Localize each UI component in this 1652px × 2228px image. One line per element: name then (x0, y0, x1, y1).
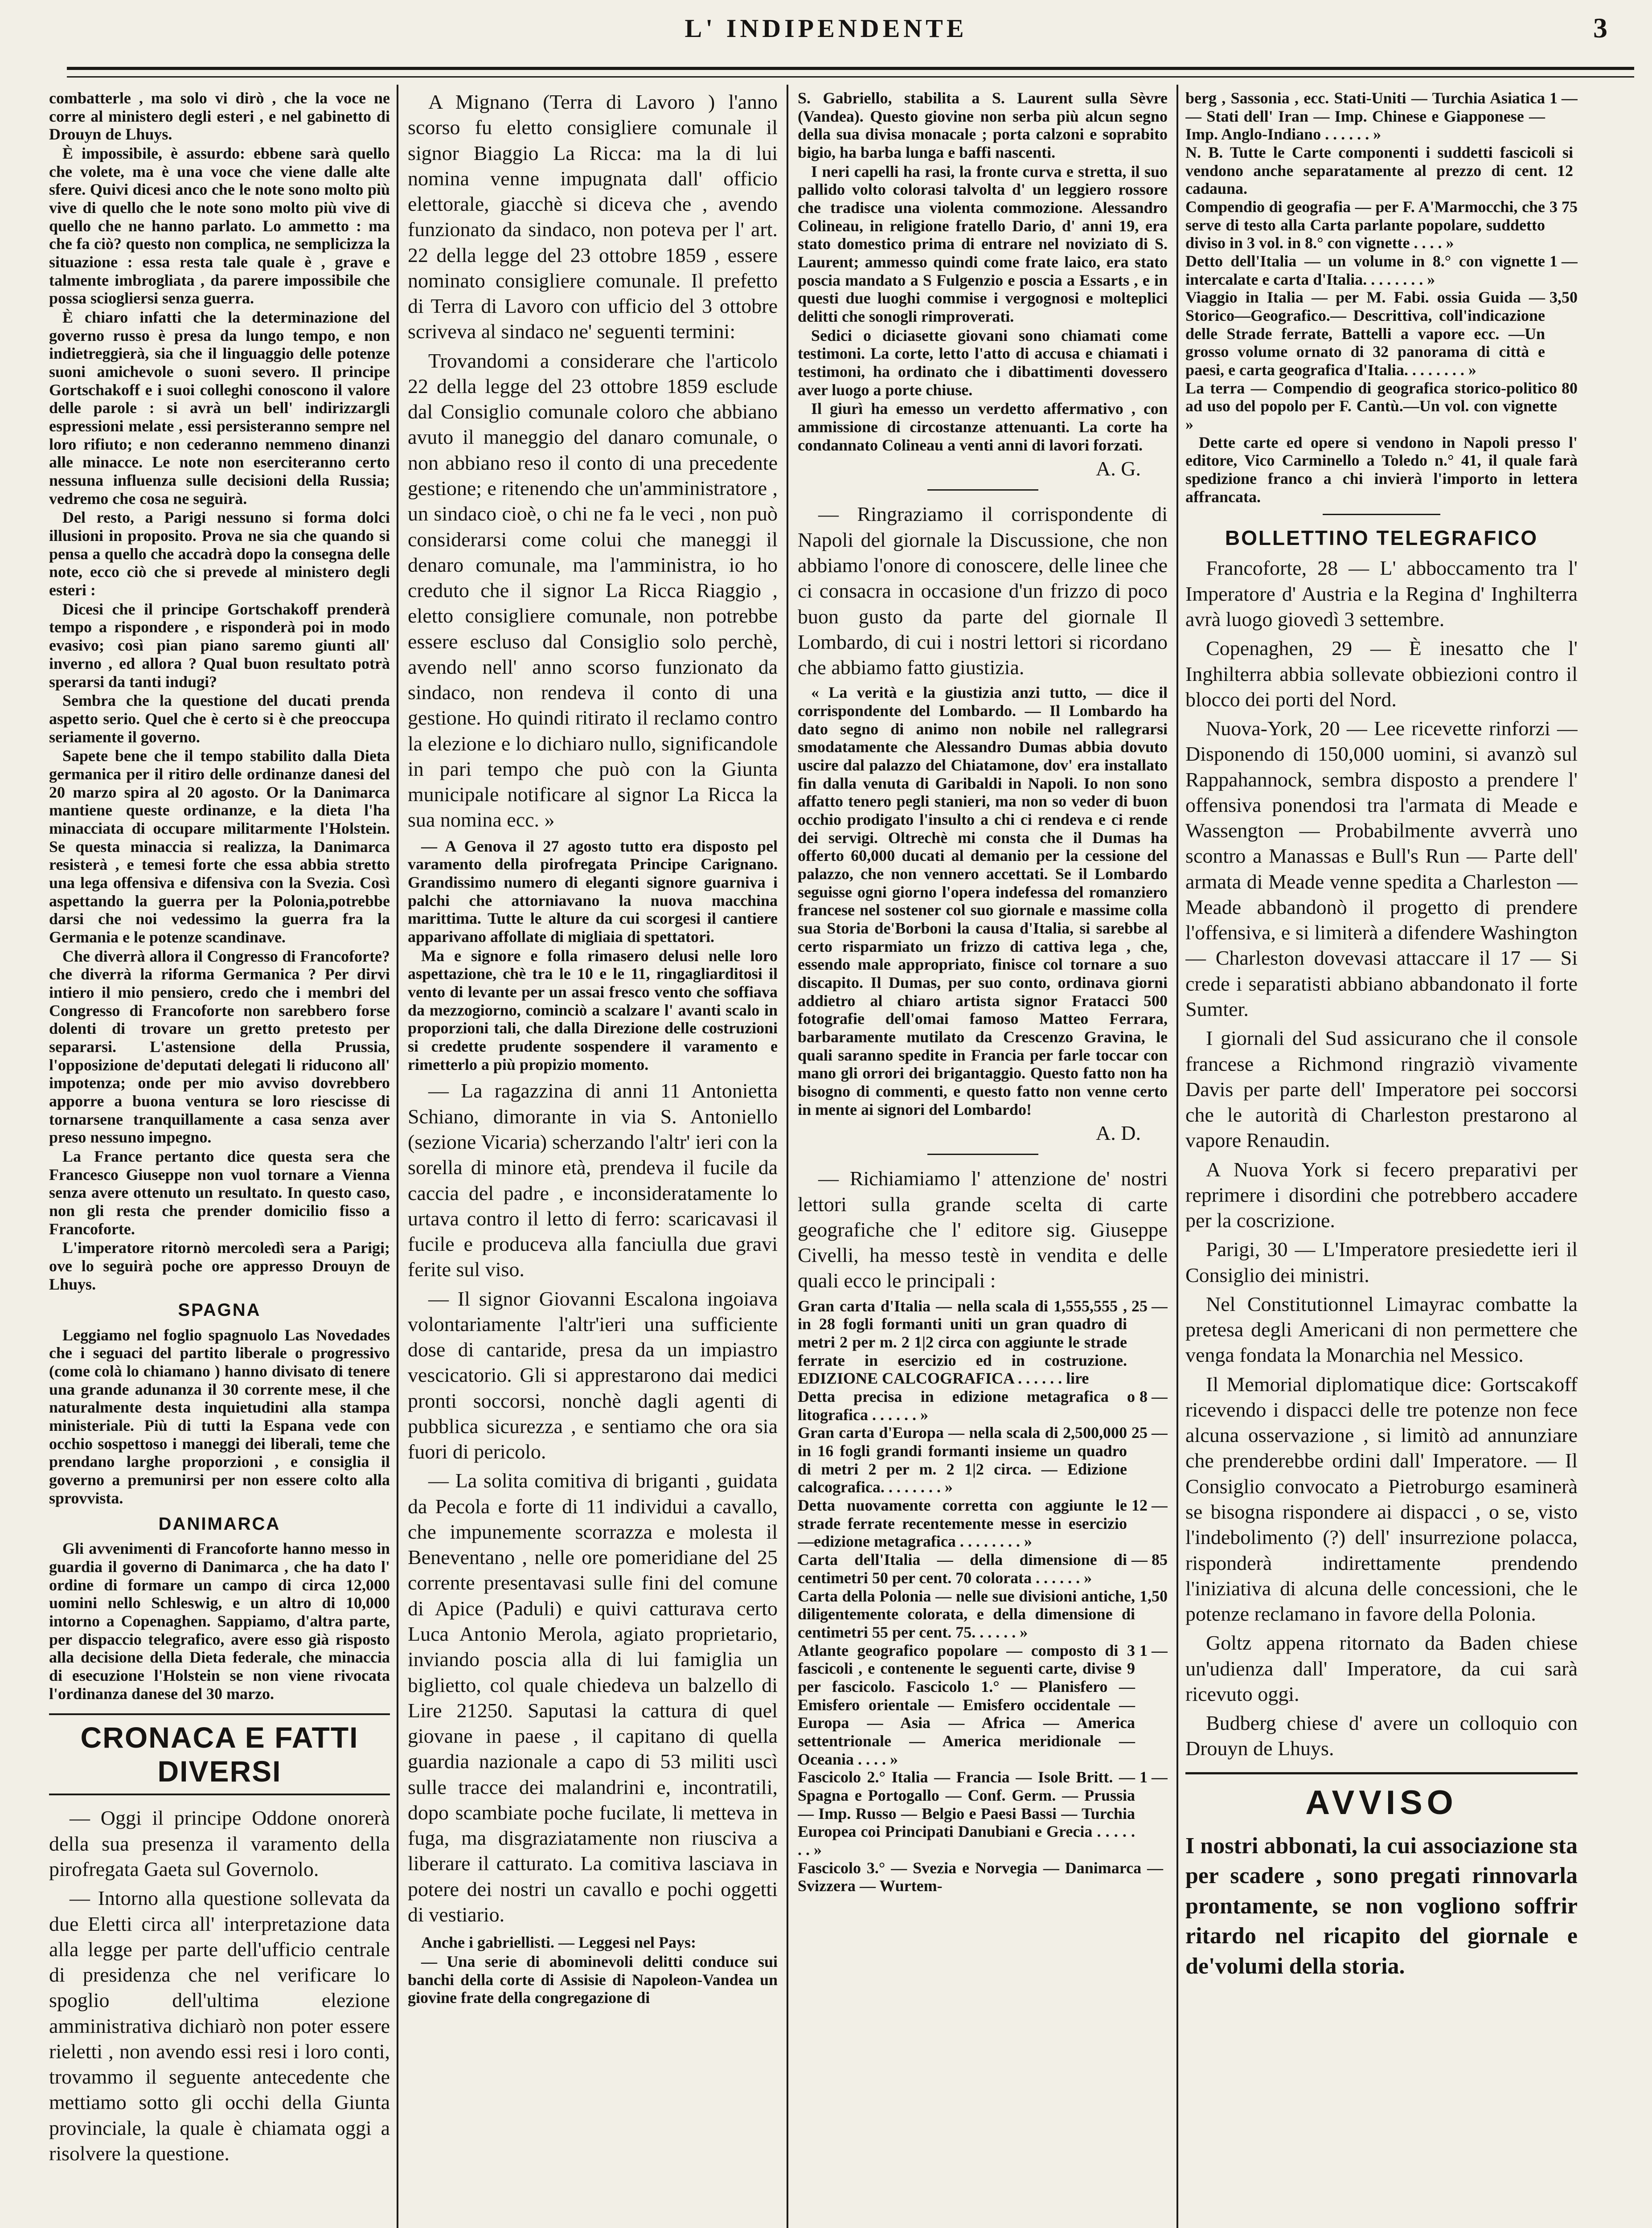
paragraph: I neri capelli ha rasi, la fronte curva e stretta, il suo pallido volto colorasi talvolta d' un leggiero rossore che tradisce una violenta commozione. Alessandro Colineau, in religione fratello Dario, d' anni 19, era stato domestico prima di entrare nel noviziato di S. Laurent; ammesso quindi come frate laico, era stato poscia mandato a S Fulgenzio e poscia a Essarts , e in questi due luoghi commise i vergognosi e molteplici delitti che sonogli rimproverati. (798, 162, 1168, 326)
news-items (408, 1078, 778, 1927)
column-divider (397, 85, 398, 2228)
column-divider (787, 85, 788, 2228)
column-3 (798, 89, 1168, 2228)
notice-text: I nostri abbonati, la cui associazione sta per scadere , sono pregati rinnovarla prontamente, se non vogliono soffrir ritardo nel ricapito del giornale e de'volumi della storia. (1185, 1833, 1578, 1979)
paragraph: Budberg chiese d' avere un colloquio con Drouyn de Lhuys. (1185, 1712, 1578, 1760)
paragraph: Ma e signore e folla rimasero delusi nelle loro aspettazione, chè tra le 10 e le 11, ringagliarditosi il vento di levante per un assai fresco vento che soffiava da mezzogiorno, cominciò a scalzare l' avanti scalo in proporzioni tali, che dalla Direzione delle costruzioni si credette prudente sospendere il varamento e rimetterlo a più propizio momento. (408, 946, 778, 1073)
paragraph: S. Gabriello, stabilita a S. Laurent sulla Sèvre (Vandea). Questo giovine non serba più alcun segno della sua divisa monacale ; porta calzoni e soprabito bigio, ha barba lunga e baffi nascenti. (798, 89, 1168, 162)
trial-report (798, 89, 1168, 454)
list-item: N. B. Tutte le Carte componenti i suddetti fascicoli si vendono anche separatamente al prezzo di cent. 12 cadauna. (1185, 143, 1573, 198)
paragraph: combatterle , ma solo vi dirò , che la voce ne corre al ministero degli esteri , e nel gabinetto di Drouyn de Lhuys. (49, 89, 390, 143)
signature: A. D. (1096, 1122, 1141, 1145)
paragraph: Nel Constitutionnel Limayrac combatte la pretesa degli Americani di non permettere che venga fondata la Monarchia nel Messico. (1185, 1292, 1578, 1367)
page-number: 3 (1593, 12, 1607, 44)
telegraph-bulletin (1185, 555, 1578, 1761)
paragraph: Dicesi che il principe Gortschakoff prenderà tempo a rispondere , e risponderà poi in modo evasivo; così pian piano saremo giunti all' inverno , ed allora ? Qual buon resultato potrà sperarsi da tanti indugi? (49, 600, 390, 691)
paragraph: Che diverrà allora il Congresso di Francoforte? che diverrà la riforma Germanica ? Per dirvi intiero il mio pensiero, credo che i membri del Congresso di Francoforte non sarebbero forse dolenti di trovare un gretto pretesto per separarsi. L'astensione della Prussia, l'opposizione de'deputati delegati li riducono all' impotenza; onde per mio avviso dovrebbero apporre a buona ventura se loro riescisse di tornarsene tranquillamente a casa senza aver preso nessuno impegno. (49, 947, 390, 1147)
header-rule (67, 67, 1634, 78)
paragraph: Dette carte ed opere si vendono in Napoli presso l' editore, Vico Carminello a Toledo n.° 41, il quale farà spedizione franco a chi invierà l'importo in lettera affrancata. (1185, 433, 1578, 506)
paragraph: Gli avvenimenti di Francoforte hanno messo in guardia il governo di Danimarca , che ha dato l' ordine di formare un campo di circa 12,000 uomini nello Schleswig, e un altro di 10,000 intorno a Copenaghen. Sappiamo, d'altra parte, per dispaccio telegrafico, avere esso già risposto alla decisione della Dieta federale, che minaccia di esecuzione l'Holstein se non viene rivocata l'ordinanza danese del 30 marzo. (49, 1540, 390, 1703)
paragraph: Trovandomi a considerare che l'articolo 22 della legge del 23 ottobre 1859 esclude dal Consiglio comunale coloro che abbiano avuto il maneggio del danaro comunale, o non abbiano reso il conto di una precedente gestione; e ritenendo che un'amministratore , un sindaco cioè, o chi ne fa le veci , non può considerarsi come colui che maneggi il denaro comunale, ma l'amministra, io ho creduto che il signor La Ricca Riaggio , eletto consigliere comunale, non potrebbe essere escluso dal Consiglio solo perchè, avendo nell' anno scorso funzionato da sindaco, non rendeva il conto di una gestione. Ho quindi ritirato il reclamo contro la elezione e lo dichiaro nullo, significandole in pari tempo che può con la Giunta municipale notificare al signor La Ricca la sua nomina ecc. » (408, 349, 778, 831)
section-title-danimarca: DANIMARCA (158, 1514, 281, 1534)
column-divider (1176, 85, 1178, 2228)
paragraph: — Ringraziamo il corrispondente di Napoli del giornale la Discussione, che non abbiamo l'onore di conoscere, delle linee che ci consacra in occasione d'un frizzo di poco buon gusto da parte del giornale Il Lombardo, di cui i nostri lettori si ricordano che abbiamo fatto giustizia. (798, 503, 1168, 679)
paragraph: Il giurì ha emesso un verdetto affermativo , con ammissione di circostanze attenuanti. La corte ha condannato Colineau a venti anni di lavori forzati. (798, 400, 1168, 454)
paragraph: — Il signor Giovanni Escalona ingoiava volontariamente l'altr'ieri una sufficiente dose di cantaride, presa da un impiastro vescicatorio. Gli si apprestarono dai medici pronti soccorsi, nonchè dagli agenti di pubblica sicurezza , e sentiamo che ora sia fuori di pericolo. (408, 1287, 778, 1463)
running-head (27, 9, 1625, 58)
map-price-list-continued (1185, 89, 1578, 506)
news-items (798, 1166, 1168, 1293)
paragraph: I giornali del Sud assicurano che il console francese a Richmond ringraziò vivamente Davis per parte dell' Imperatore pei soccorsi che le autorità di Charleston prestarono al vapore Renaudin. (1185, 1027, 1578, 1152)
list-item: Detto dell'Italia — un volume in 8.° con vignette intercalate e carta d'Italia. . . . . . . . » 1 — (1185, 252, 1578, 288)
list-item: Atlante geografico popolare — composto di 3 fascicoli , e contenente le seguenti carte, divise 9 per fascicolo. Fascicolo 1.° — Planisfero — Emisfero orientale — Emisfero occidentale — Europa — Asia — Africa — America settentrionale — America meridionale — Oceania . . . . » 1 — (798, 1641, 1168, 1768)
notice-box (1185, 1772, 1578, 1982)
paragraph: Anche i gabriellisti. — Leggesi nel Pays: (421, 1933, 696, 1952)
list-item: berg , Sassonia , ecc. Stati-Uniti — Turchia Asiatica — Stati dell' Iran — Imp. Chinese e Giapponese — Imp. Anglo-Indiano . . . . . . » 1 — (1185, 89, 1578, 143)
section-title-spagna: SPAGNA (178, 1300, 261, 1320)
list-item: Carta dell'Italia — della dimensione di centimetri 50 per cent. 70 colorata . . . . . . » — 85 (798, 1551, 1168, 1587)
political-correspondence (49, 89, 390, 1703)
list-item: La terra — Compendio di geografica storico-politico ad uso del popolo per F. Cantù.—Un vol. con vignette » 80 (1185, 379, 1578, 434)
paragraph: L'imperatore ritornò mercoledì sera a Parigi; ove lo seguirà poche ore appresso Drouyn de Lhuys. (49, 1239, 390, 1293)
paragraph: — Intorno alla questione sollevata da due Eletti circa all' interpretazione data alla legge per parte dell'ufficio centrale di presidenza che nel verificare lo spoglio dell'ultima elezione amministrativa dichiarò non poter essere rieletti , non avendo essi resi i loro conti, trovammo il seguente antecedente che mettiamo sotto gli occhi della Giunta provinciale, la quale è chiamata oggi a risolvere la questione. (49, 1887, 390, 2165)
paragraph: Sembra che la questione del ducati prenda aspetto serio. Quel che è certo si è che preoccupa seriamente il governo. (49, 692, 390, 746)
news-item-genova (408, 837, 778, 1074)
paragraph: Goltz appena ritornato da Baden chiese un'udienza dall' Imperatore, da cui sarà ricevuto oggi. (1185, 1631, 1578, 1705)
list-item: Carta della Polonia — nelle sue divisioni antiche, diligentemente colorata, e della dimensione di centimetri 55 per cent. 75. . . . . . » 1,50 (798, 1587, 1168, 1641)
paragraph: « La verità e la giustizia anzi tutto, — dice il corrispondente del Lombardo. — Il Lombardo ha dato segno di animo non nobile nel rallegrarsi smodatamente che Alessandro Dumas abbia dovuto uscire dal palazzo del Chiatamone, dov' era installato fin dalla venuta di Garibaldi in Napoli. Io non sono affatto tenero pegli stanieri, ma non so veder di buon occhio prodigato l'insulto a chi ci rendeva e ci rende dei servigi. Oltrechè mi consta che il Dumas ha offerto 60,000 ducati al demanio per la cessione del palazzo, che non vennero accettati. Se il Lombardo seguisse ogni giorno l'opera indefessa del romanziero francese nel sostener col suo giornale e massime colla sua Storia de'Borboni la causa d'Italia, si sarebbe al certo risparmiato un frizzo di cattiva lega , che, essendo male appropriato, finisce col tornare a suo discapito. Il Dumas, per suo conto, ordinava giorni addietro al chiaro artista signor Fratacci 500 fotografie dell'omai famoso Matteo Ferrara, barbaramente mutilato da Crescenzo Gravina, le quali saranno spedite in Francia per farle toccar con mano gli orrori dei brigantaggio. Questo fatto non ha bisogno di commenti, e questo fatto non venne certo in mente ai signori del Lombardo! (798, 684, 1168, 1118)
notice-title: AVVISO (1305, 1783, 1458, 1822)
paragraph: Copenaghen, 29 — È inesatto che l' Inghilterra abbia sollevate obbiezioni contro il blocco dei porti del Nord. (1185, 637, 1578, 711)
list-item: Fascicolo 2.° Italia — Francia — Isole Britt. — Spagna e Portogallo — Conf. Germ. — Prussia — Imp. Russo — Belgio e Paesi Bassi — Turchia Europea coi Principati Danubiani e Grecia . . . . . . . » 1 — (798, 1768, 1168, 1859)
paragraph: La France pertanto dice questa sera che Francesco Giuseppe non vuol tornare a Vienna senza avere ottenuto un resultato. In questo caso, non gli resta che prender domicilio fisso a Francoforte. (49, 1147, 390, 1238)
list-item: Viaggio in Italia — per M. Fabi. ossia Guida — Storico—Geografico.— Descrittiva, coll'indicazione delle Strade ferrate, Battelli a vapore ecc. —Un grosso volume ornato di 32 panorama di città e paesi, e carta geografica d'Italia. . . . . . . . » 3,50 (1185, 288, 1578, 379)
section-title-bollettino: BOLLETTINO TELEGRAFICO (1225, 526, 1538, 550)
paragraph: — La ragazzina di anni 11 Antonietta Schiano, dimorante in via S. Antoniello (sezione Vicaria) scherzando l'altr' ieri con la sorella di minore età, prendeva il fucile da caccia del padre , e inconsideratamente lo urtava contro il letto di ferro: scaricavasi il fucile e produceva alla fanciulla due gravi ferite sul viso. (408, 1079, 778, 1281)
paragraph: — Richiamiamo l' attenzione de' nostri lettori sulla grande scelta di carte geografiche che l' editore sig. Giuseppe Civelli, ha messo testè in vendita e delle quali ecco le principali : (798, 1167, 1168, 1292)
list-item: Detta precisa in edizione metagrafica o litografica . . . . . . » 8 — (798, 1388, 1168, 1424)
paragraph: È impossibile, è assurdo: ebbene sarà quello che volete, ma è una voce che viene dalle alte sfere. Quivi dicesi anco che le note sono molto più vive di quello che le note sono molto più vive di quello che ne hanno parlato. Lo ammetto : ma che fa ciò? questo non complica, ne semplicizza la situazione : essa resta tale quale è , grave e talmente imbrogliata , da parere impossibile che possa sciogliersi senza guerra. (49, 144, 390, 307)
news-items (408, 89, 778, 833)
news-items (798, 501, 1168, 680)
paragraph: Nuova-York, 20 — Lee ricevette rinforzi — Disponendo di 150,000 uomini, si avanzò sul Rappahannock, sembra disposto a prendere l' offensiva ponendosi tra l'armata di Meade e Wassengton — Probabilmente avverrà uno scontro a Manassas e Bull's Run — Parte dell' armata di Meade venne spedita a Charleston — Meade abbandonò il progetto di prendere l'offensiva, e si limiterà a difendere Washington — Charleston dovevasi attaccare il 17 — Si crede i separatisti abbiano abbandonato il forte Sumter. (1185, 717, 1578, 1020)
section-title-cronaca: CRONACA E FATTI DIVERSI (49, 1713, 390, 1795)
paragraph: Il Memorial diplomatique dice: Gortscakoff ricevendo i dispacci delle tre potenze non fece alcuna osservazione , si limitò ad annunziare che prenderebbe ordini dall' Imperatore. — Il Consiglio convocato a Pietroburgo esaminerà se bisogna rispondere ai dispacci , o se, visto l'indebolimento (?) dell' insurrezione polacca, risponderà indirettamente prendendo l'iniziativa di alcuna delle concessioni, che le potenze reclamano in favore della Polonia. (1185, 1372, 1578, 1626)
paragraph: Francoforte, 28 — L' abboccamento tra l' Imperatore d' Austria e la Regina d' Inghilterra avrà luogo giovedì 3 settembre. (1185, 557, 1578, 631)
paragraph: Parigi, 30 — L'Imperatore presiedette ieri il Consiglio dei ministri. (1185, 1238, 1578, 1286)
list-item: Compendio di geografia — per F. A'Marmocchi, che serve di testo alla Carta parlante popolare, suddetto diviso in 3 vol. in 8.° con vignette . . . . » 3 75 (1185, 198, 1578, 252)
paragraph: — Oggi il principe Oddone onorerà della sua presenza il varamento della pirofregata Gaeta sul Governolo. (49, 1806, 390, 1881)
paragraph: Leggiamo nel foglio spagnuolo Las Novedades che i seguaci del partito liberale o progressivo (come colà lo chiamano ) hanno divisato di tenere una grande adunanza il 30 corrente mese, il che naturalmente desta inquietudini alla stampa ministeriale. Più di tutti la Espana vede con occhio sospettoso i maneggi dei liberali, teme che prendano larghe proporzioni , e consiglia il governo a premunirsi per non essere colto alla sprovvista. (49, 1326, 390, 1507)
signature: A. G. (1096, 457, 1141, 480)
paragraph: — La solita comitiva di briganti , guidata da Pecola e forte di 11 individui a cavallo, che impunemente scorrazza e molesta il Beneventano , nelle ore pomeridiane del 25 corrente presentavasi sulle fini del comune di Apice (Paduli) e quivi catturava certo Luca Antonio Merola, agiato proprietario, inviando poscia alla di lui famiglia un biglietto, col quale chiedeva un balzello di Lire 21250. Saputasi la cattura di quel giovane in paese , il capitano di quella guardia nazionale a capo di 53 militi uscì sulle tracce dei malandrini e, incontratili, dopo scambiate poche fucilate, li metteva in fuga, ma disgraziatamente non riusciva a liberare il catturato. La comitiva lasciava in potere dei nostri un cavallo e pochi oggetti di vestiario. (408, 1469, 778, 1926)
paragraph: Sapete bene che il tempo stabilito dalla Dieta germanica per il ritiro delle ordinanze danesi del 20 marzo spira al 20 agosto. Or la Danimarca mantiene queste ordinanze, e la dieta l'ha minacciata di occupare militarmente l'Holstein. Se questa minaccia si realizza, la Danimarca resisterà , e temesi forte che essa abbia stretto una lega offensiva e difensiva con la Svezia. Così aspettando la guerra per la Polonia,potrebbe darsi che noi vedessimo la guerra fra la Germania e le potenze scandinave. (49, 747, 390, 946)
column-2 (408, 89, 778, 2228)
divider (927, 1154, 1038, 1155)
paragraph: Del resto, a Parigi nessuno si forma dolci illusioni in proposito. Prova ne sia che quando si pensa a quello che accadrà dopo la consegna delle note, ecco ciò che si prevede al ministero degli esteri : (49, 508, 390, 599)
list-item: Detta nuovamente corretta con aggiunte le strade ferrate recentemente messe in esercizio—edizione metagrafica . . . . . . . . » 12 — (798, 1496, 1168, 1551)
paragraph: A Nuova York si fecero preparativi per reprimere i disordini che potrebbero accadere per la coscrizione. (1185, 1158, 1578, 1232)
map-price-list (798, 1297, 1168, 1895)
paragraph: È chiaro infatti che la determinazione del governo russo è presa da lungo tempo, e non indietreggierà, sia che il linguaggio delle potenze suoni amichevole o suoni severo. Il principe Gortschakoff e i suoi colleghi conoscono il valore delle parole : si avrà un bell' indirizzargli espressioni melate , essi persisteranno sempre nel loro rifiuto; e non cederanno nemmeno dinanzi alle minacce. Le note non eserciteranno certo nessuna influenza sulle decisioni della Russia; vedremo che cosa ne seguirà. (49, 308, 390, 508)
column-1 (49, 89, 390, 2228)
list-item: Gran carta d'Europa — nella scala di 2,500,000 in 16 fogli grandi formanti insieme un quadro di metri 2 per m. 2 1|2 circa. — Edizione calcografica. . . . . . . . » 25 — (798, 1424, 1168, 1496)
divider (1323, 514, 1440, 515)
paragraph: — Una serie di abominevoli delitti conduce sui banchi della corte di Assisie di Napoleon-Vandea un giovine frate della congregazione di (408, 1952, 778, 2007)
paragraph: — A Genova il 27 agosto tutto era disposto pel varamento della pirofregata Principe Carignano. Grandissimo numero di eleganti signore guarniva i palchi che attorniavano la nuova macchina marittima. Tutte le alture da cui scorgesi il cantiere apparivano affollate di migliaia di spettatori. (408, 837, 778, 946)
list-item: Gran carta d'Italia — nella scala di 1,555,555 , in 28 fogli formanti uniti un gran quadro di metri 2 per m. 2 1|2 circa con aggiunte le strade ferrate in esercizio ed in costruzione. EDIZIONE CALCOGRAFICA . . . . . . lire 25 — (798, 1297, 1168, 1388)
paragraph: Sedici o diciasette giovani sono chiamati come testimoni. La corte, letto l'atto di accusa e chiamati i testimoni, ha ordinato che i dibattimenti dovessero aver luogo a porte chiuse. (798, 326, 1168, 399)
quoted-letter (798, 684, 1168, 1118)
column-4 (1185, 89, 1578, 2228)
list-item: Fascicolo 3.° — Svezia e Norvegia — Danimarca — Svizzera — Wurtem- (798, 1859, 1163, 1895)
cronaca-section (49, 1805, 390, 2166)
news-item-gabriellisti (408, 1933, 778, 2007)
masthead: L' INDIPENDENTE (685, 14, 967, 43)
divider (927, 489, 1038, 491)
paragraph: A Mignano (Terra di Lavoro ) l'anno scorso fu eletto consigliere comunale il signor Biaggio La Ricca: ma la di lui nomina venne impugnata dall' officio elettorale, giacchè si diceva che , avendo funzionato da sindaco, non poteva per l' art. 22 della legge del 23 ottobre 1859 , essere nominato consigliere comunale. Il prefetto di Terra di Lavoro con ufficio del 3 ottobre scriveva al sindaco ne' seguenti termini: (408, 90, 778, 343)
